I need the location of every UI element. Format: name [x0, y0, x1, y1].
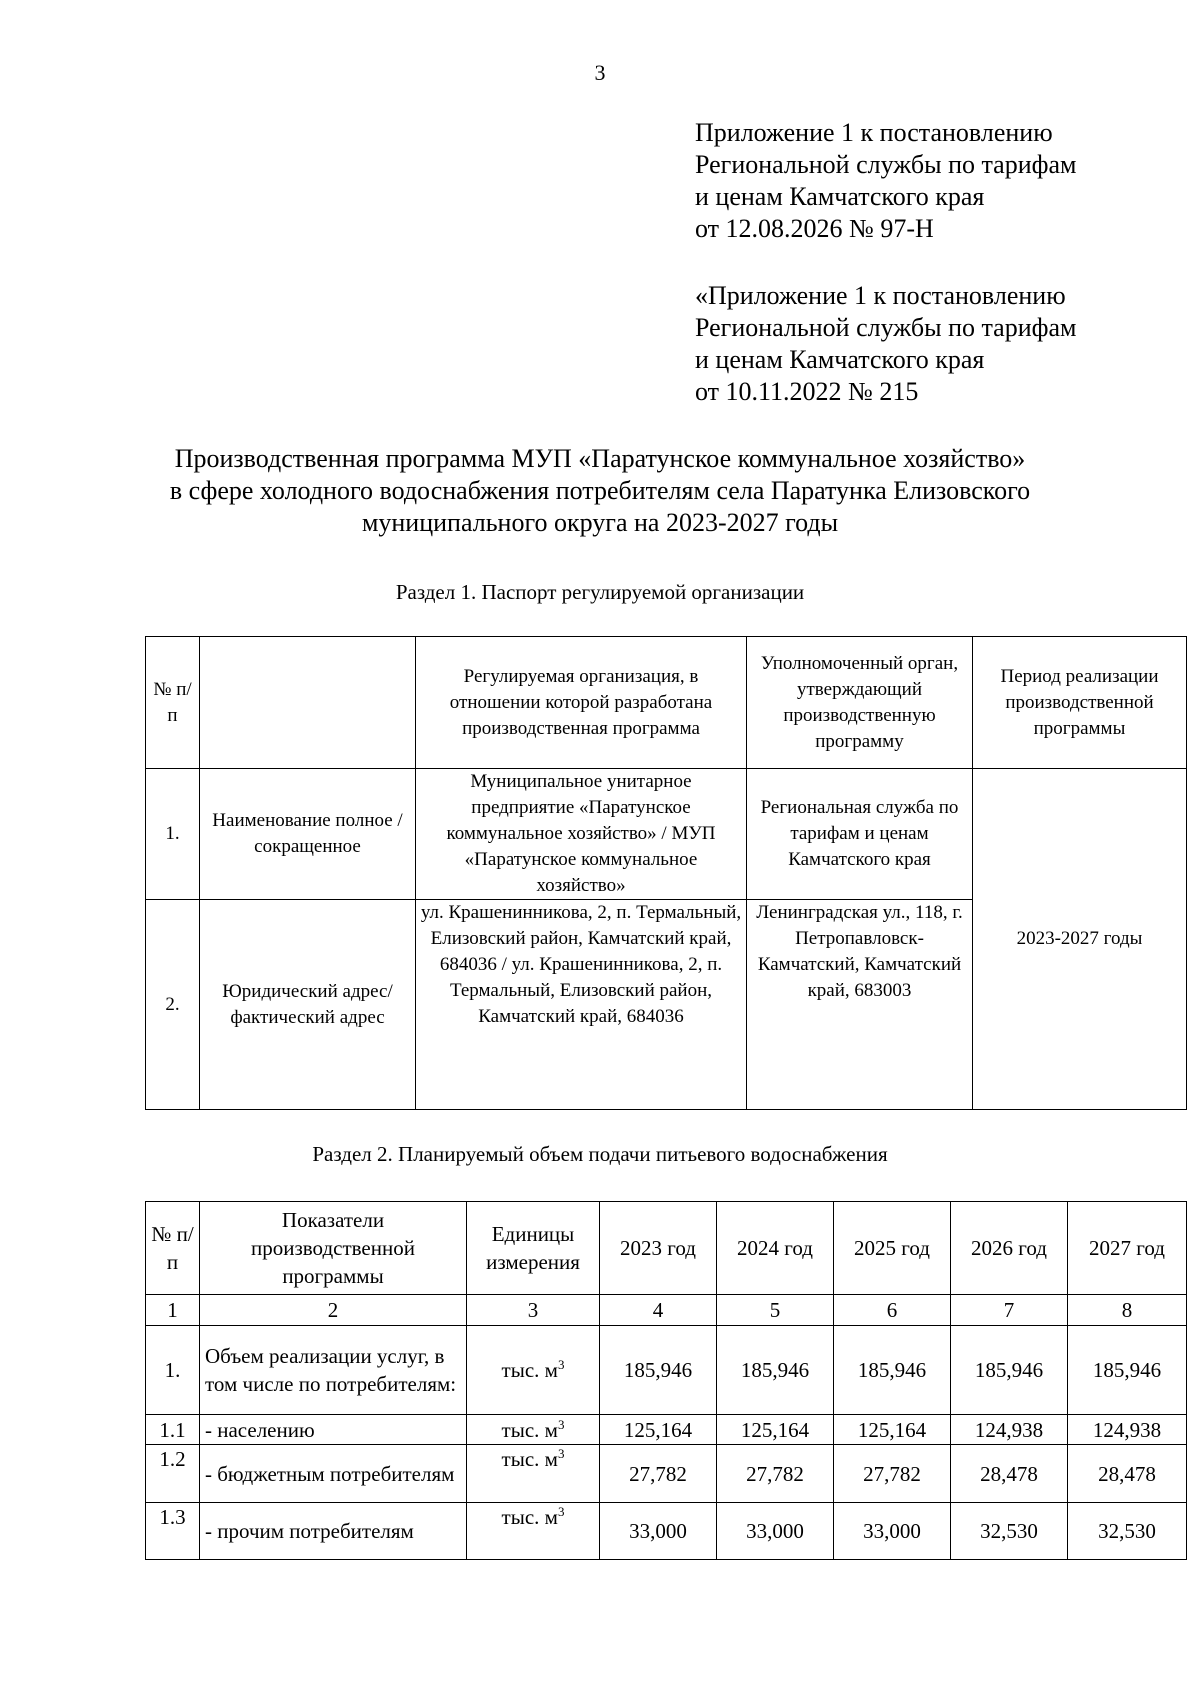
value-cell: 33,000	[600, 1503, 717, 1560]
program-period: 2023-2027 годы	[973, 769, 1187, 1110]
passport-table	[145, 636, 1187, 1110]
unit-exponent: 3	[557, 1416, 565, 1432]
column-number: 6	[834, 1295, 951, 1326]
row-number: 1.	[146, 769, 200, 900]
appendix-header-new	[695, 117, 1175, 245]
section1-title: Раздел 1. Паспорт регулируемой организации	[395, 580, 805, 604]
row-number: 2.	[146, 900, 200, 1110]
value-cell: 27,782	[717, 1445, 834, 1503]
value-cell: 27,782	[834, 1445, 951, 1503]
indicator-name: - бюджетным потребителям	[200, 1445, 467, 1503]
value-cell: 27,782	[600, 1445, 717, 1503]
appendix-line: и ценам Камчатского края	[695, 345, 985, 374]
column-number: 7	[951, 1295, 1068, 1326]
header-cell	[200, 637, 416, 769]
unit-cell	[467, 1326, 600, 1415]
appendix-line: Региональной службы по тарифам	[695, 313, 1077, 342]
indicator-name: Объем реализации услуг, в том числе по потребителям:	[200, 1326, 467, 1415]
header-cell: 2025 год	[834, 1202, 951, 1295]
table-row	[146, 1415, 1187, 1445]
header-cell: Период реализации производственной программы	[973, 637, 1187, 769]
value-cell: 32,530	[1068, 1503, 1187, 1560]
appendix-line: «Приложение 1 к постановлению	[695, 281, 1066, 310]
authority-address: Ленинградская ул., 118, г. Петропавловск-Камчатский, Камчатский край, 683003	[747, 900, 973, 1110]
title-line: муниципального округа на 2023-2027 годы	[361, 508, 839, 537]
unit-text: тыс. м	[501, 1417, 558, 1442]
unit-text: тыс. м	[501, 1505, 558, 1529]
table-header-row	[146, 637, 1187, 769]
header-cell: 2024 год	[717, 1202, 834, 1295]
unit-text: тыс. м	[501, 1447, 558, 1471]
value-cell: 33,000	[834, 1503, 951, 1560]
section2-title: Раздел 2. Планируемый объем подачи питьевого водоснабжения	[312, 1142, 888, 1166]
header-cell: Регулируемая организация, в отношении которой разработана производственная программа	[416, 637, 747, 769]
table-row	[146, 1503, 1187, 1560]
authority-name: Региональная служба по тарифам и ценам Камчатского края	[747, 769, 973, 900]
value-cell: 32,530	[951, 1503, 1068, 1560]
header-cell: 2027 год	[1068, 1202, 1187, 1295]
indicator-name: - населению	[200, 1415, 467, 1445]
table-row	[146, 1326, 1187, 1415]
column-number: 4	[600, 1295, 717, 1326]
row-number: 1.	[146, 1326, 200, 1415]
column-number: 3	[467, 1295, 600, 1326]
appendix-header-old	[695, 280, 1175, 408]
value-cell: 185,946	[1068, 1326, 1187, 1415]
page-number: 3	[594, 60, 606, 85]
table-row	[146, 1445, 1187, 1503]
supply-volume-table	[145, 1201, 1187, 1560]
table-row	[146, 769, 1187, 900]
value-cell: 185,946	[951, 1326, 1068, 1415]
unit-exponent: 3	[557, 1357, 565, 1372]
organization-name: Муниципальное унитарное предприятие «Паратунское коммунальное хозяйство» / МУП «Паратунское коммунальное хозяйство»	[416, 769, 747, 900]
unit-exponent: 3	[557, 1504, 565, 1519]
value-cell: 185,946	[717, 1326, 834, 1415]
value-cell: 185,946	[834, 1326, 951, 1415]
column-number-row	[146, 1295, 1187, 1326]
header-cell: № п/п	[146, 1202, 200, 1295]
unit-cell	[467, 1503, 600, 1560]
column-number: 5	[717, 1295, 834, 1326]
value-cell: 124,938	[951, 1415, 1068, 1445]
indicator-name: - прочим потребителям	[200, 1503, 467, 1560]
table-header-row	[146, 1202, 1187, 1295]
value-cell: 28,478	[1068, 1445, 1187, 1503]
unit-cell	[467, 1445, 600, 1503]
value-cell: 33,000	[717, 1503, 834, 1560]
value-cell: 125,164	[600, 1415, 717, 1445]
value-cell: 125,164	[717, 1415, 834, 1445]
unit-text: тыс. м	[501, 1358, 558, 1382]
header-cell: № п/п	[146, 637, 200, 769]
header-cell: Показатели производственной программы	[200, 1202, 467, 1295]
row-label: Наименование полное / сокращенное	[200, 769, 416, 900]
title-line: Производственная программа МУП «Паратунское коммунальное хозяйство»	[174, 444, 1026, 473]
title-line: в сфере холодного водоснабжения потребителям села Паратунка Елизовского	[169, 476, 1031, 505]
value-cell: 28,478	[951, 1445, 1068, 1503]
appendix-line: и ценам Камчатского края	[695, 182, 985, 211]
value-cell: 185,946	[600, 1326, 717, 1415]
column-number: 8	[1068, 1295, 1187, 1326]
value-cell: 124,938	[1068, 1415, 1187, 1445]
column-number: 1	[146, 1295, 200, 1326]
appendix-line: Приложение 1 к постановлению	[695, 118, 1053, 147]
header-cell: Уполномоченный орган, утверждающий производственную программу	[747, 637, 973, 769]
unit-cell	[467, 1415, 600, 1445]
header-cell: 2026 год	[951, 1202, 1068, 1295]
row-number: 1.1	[146, 1415, 200, 1445]
row-number: 1.2	[146, 1445, 200, 1503]
header-cell: Единицы измерения	[467, 1202, 600, 1295]
appendix-line: от 10.11.2022 № 215	[695, 377, 919, 406]
unit-exponent: 3	[557, 1446, 565, 1461]
header-cell: 2023 год	[600, 1202, 717, 1295]
appendix-line: от 12.08.2026 № 97-Н	[695, 214, 934, 243]
column-number: 2	[200, 1295, 467, 1326]
appendix-line: Региональной службы по тарифам	[695, 150, 1077, 179]
document-title	[100, 443, 1100, 539]
value-cell: 125,164	[834, 1415, 951, 1445]
row-label: Юридический адрес/фактический адрес	[200, 900, 416, 1110]
row-number: 1.3	[146, 1503, 200, 1560]
organization-address: ул. Крашенинникова, 2, п. Термальный, Елизовский район, Камчатский край, 684036 / ул. Крашенинникова, 2, п. Термальный, Елизовский район, Камчатский край, 684036	[416, 900, 747, 1110]
